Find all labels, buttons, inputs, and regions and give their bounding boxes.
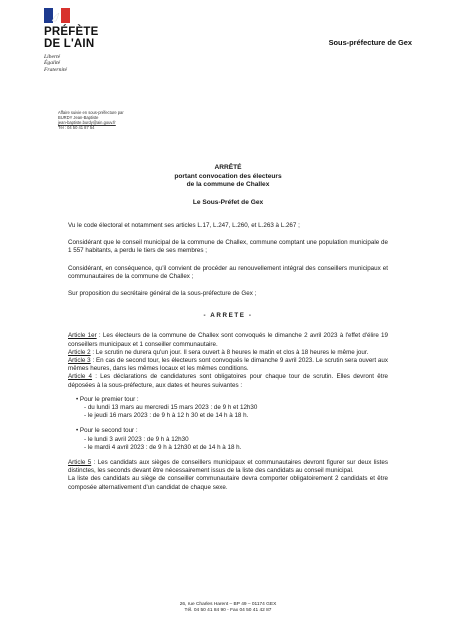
article-4 xyxy=(68,373,388,389)
case-handler-phone: Tél : 04 50 41 87 54 xyxy=(58,125,95,130)
article-label: Article 1er xyxy=(68,332,97,340)
motto-line: Liberté xyxy=(44,54,61,60)
title-line: portant convocation des électeurs xyxy=(174,172,282,180)
case-handler-block xyxy=(58,110,124,130)
article-text: : Le scrutin ne durera qu'un jour. Il sera ouvert à 8 heures le matin et clos à 18 heures le même jour. xyxy=(90,348,369,356)
document-body xyxy=(68,208,388,492)
article-label: Article 3 xyxy=(68,357,91,365)
article-2 xyxy=(68,349,388,357)
case-handler-line: BURDY Jean-Baptiste xyxy=(58,115,99,120)
footer-phone: Tél. 04 50 41 84 90 - Fax 04 50 41 42 87 xyxy=(184,608,272,614)
footer-contact xyxy=(0,602,456,614)
subprefecture-label: Sous-préfecture de Gex xyxy=(328,38,412,47)
article-label: Article 5 xyxy=(68,459,92,467)
closing-paragraph: La liste des candidats au siège de conseiller communautaire devra comporter obligatoirement 2 candidats et être composée alternativement d'un candidat de chaque sexe. xyxy=(68,475,388,491)
schedule-line: - le mardi 4 avril 2023 : de 9 h à 12h30 et de 14 h à 18 h. xyxy=(84,443,242,451)
article-text: : En cas de second tour, les électeurs sont convoqués le dimanche 9 avril 2023. Le scrutin sera ouvert aux mêmes heures, dans les mêmes locaux et les mêmes conditions. xyxy=(68,357,388,373)
first-round-schedule xyxy=(76,396,388,421)
articles xyxy=(68,332,388,491)
schedule-line: - le jeudi 16 mars 2023 : de 9 h à 12 h 30 et de 14 h à 18 h. xyxy=(84,412,249,420)
marianne-flag-icon xyxy=(44,8,70,23)
article-3 xyxy=(68,357,388,373)
schedule-heading: • Pour le second tour : xyxy=(76,427,138,435)
prefecture-logo xyxy=(44,8,154,73)
preamble-paragraph: Sur proposition du secrétaire général de la sous-préfecture de Gex ; xyxy=(68,290,257,298)
case-handler-email[interactable]: jean-baptiste.burdy@ain.gouv.fr xyxy=(58,120,116,125)
article-5 xyxy=(68,459,388,475)
schedule-line: - du lundi 13 mars au mercredi 15 mars 2023 : de 9 h et 12h30 xyxy=(84,404,258,412)
schedule-line: - le lundi 3 avril 2023 : de 9 h à 12h30 xyxy=(84,435,189,443)
article-text: : Les électeurs de la commune de Challex sont convoqués le dimanche 2 avril 2023 à l'effet d'élire 19 conseillers municipaux et 1 conseiller communautaire. xyxy=(68,332,388,348)
motto-line: Égalité xyxy=(44,60,61,67)
footer-address: 26, rue Charles Harent – BP 49 – 01174 GEX xyxy=(179,602,277,607)
arrete-heading: - ARRETE - xyxy=(203,312,253,320)
article-label: Article 4 xyxy=(68,373,93,381)
schedule-heading: • Pour le premier tour : xyxy=(76,395,139,403)
document-title xyxy=(0,164,456,190)
motto-line: Fraternité xyxy=(44,66,67,73)
article-text: : Les candidats aux sièges de conseillers municipaux et communautaires devront figurer sur deux listes distinctes, les seconds devant être nécessairement issus de la liste des candidats au conseil municipal. xyxy=(68,459,388,475)
preamble-paragraph: Considérant, en conséquence, qu'il convient de procéder au renouvellement intégral des conseillers municipaux et communautaires de la commune de Challex ; xyxy=(68,264,388,280)
issuing-authority: Le Sous-Préfet de Gex xyxy=(192,199,264,206)
preamble-paragraph: Vu le code électoral et notamment ses articles L.17, L.247, L.260, et L.263 à L.267 ; xyxy=(68,222,300,229)
republic-motto xyxy=(44,54,154,73)
article-label: Article 2 xyxy=(68,348,91,356)
title-line: de la commune de Challex xyxy=(186,181,270,188)
title-line: ARRÊTÉ xyxy=(214,164,242,171)
prefecture-name-line: DE L'AIN xyxy=(44,38,95,50)
preamble-paragraph: Considérant que le conseil municipal de la commune de Challex, commune comptant une population municipale de 1 557 habitants, a perdu le tiers de ses membres ; xyxy=(68,239,388,255)
second-round-schedule xyxy=(76,427,388,452)
article-1 xyxy=(68,332,388,348)
case-handler-line: Affaire suivie en sous-préfecture par xyxy=(58,110,124,115)
prefecture-name-line: PRÉFÈTE xyxy=(44,26,99,38)
prefecture-name xyxy=(44,26,154,50)
article-text: : Les déclarations de candidatures sont obligatoires pour chaque tour de scrutin. Elles devront être déposées à la sous-préfecture, aux dates et heures suivantes : xyxy=(68,373,389,389)
